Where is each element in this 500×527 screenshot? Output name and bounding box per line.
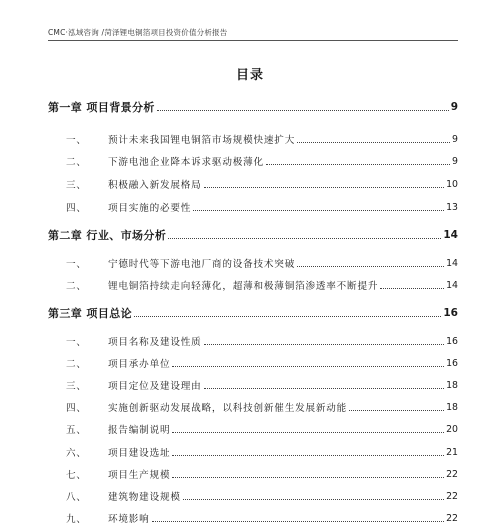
toc-page-number: 20	[446, 423, 458, 435]
toc-entry-number: 三、	[66, 381, 87, 392]
dot-leader	[172, 432, 444, 433]
toc-page-number: 9	[450, 101, 458, 113]
toc-entry-label: 宁德时代等下游电池厂商的设备技术突破	[108, 259, 296, 270]
toc-section-3-7[interactable]	[48, 465, 458, 483]
toc-page-number: 21	[446, 446, 458, 458]
toc-entry-number: 二、	[66, 157, 87, 168]
toc-entry-label: 预计未来我国锂电铜箔市场规模快速扩大	[108, 135, 296, 146]
toc-page-number: 14	[446, 257, 458, 269]
toc-entry-label: 积极融入新发展格局	[108, 180, 202, 191]
dot-leader	[172, 366, 444, 367]
toc-section-3-4[interactable]	[48, 398, 458, 416]
header-divider	[48, 40, 458, 41]
toc-entry-label: 第一章 项目背景分析	[48, 101, 155, 114]
toc-entry-label: 项目实施的必要性	[108, 203, 192, 214]
toc-chapter-3[interactable]	[48, 304, 458, 322]
toc-entry-label: 第二章 行业、市场分析	[48, 229, 167, 242]
toc-entry-number: 四、	[66, 403, 87, 414]
toc-section-3-1[interactable]	[48, 332, 458, 350]
toc-section-3-3[interactable]	[48, 376, 458, 394]
toc-section-1-1[interactable]	[48, 130, 458, 148]
dot-leader	[204, 187, 445, 188]
toc-entry-number: 九、	[66, 514, 87, 525]
toc-page-number: 22	[446, 512, 458, 524]
toc-entry-number: 一、	[66, 135, 87, 146]
toc-entry-label: 项目建设选址	[108, 448, 171, 459]
toc-entry-label: 实施创新驱动发展战略，以科技创新催生发展新动能	[108, 403, 348, 414]
toc-entry-label: 报告编制说明	[108, 425, 171, 436]
toc-entry-label: 环境影响	[108, 514, 150, 525]
toc-page-number: 16	[446, 357, 458, 369]
toc-section-3-8[interactable]	[48, 487, 458, 505]
toc-entry-number: 二、	[66, 359, 87, 370]
dot-leader	[204, 344, 445, 345]
toc-section-2-1[interactable]	[48, 254, 458, 272]
toc-entry-number: 二、	[66, 281, 87, 292]
dot-leader	[168, 238, 441, 239]
dot-leader	[183, 499, 444, 500]
dot-leader	[152, 521, 444, 522]
toc-title: 目录	[235, 68, 264, 83]
toc-page-number: 13	[446, 201, 458, 213]
toc-entry-label: 项目名称及建设性质	[108, 337, 202, 348]
toc-page-number: 18	[446, 379, 458, 391]
toc-entry-number: 四、	[66, 203, 87, 214]
toc-entry-number: 一、	[66, 259, 87, 270]
toc-page-number: 18	[446, 401, 458, 413]
dot-leader	[172, 455, 444, 456]
toc-chapter-1[interactable]	[48, 98, 458, 116]
dot-leader	[297, 142, 450, 143]
toc-entry-number: 六、	[66, 448, 87, 459]
toc-entry-label: 下游电池企业降本诉求驱动极薄化	[108, 157, 264, 168]
toc-entry-number: 一、	[66, 337, 87, 348]
toc-page-number: 16	[446, 335, 458, 347]
toc-entry-label: 锂电铜箔持续走向轻薄化，超薄和极薄铜箔渗透率不断提升	[108, 281, 379, 292]
toc-entry-number: 八、	[66, 492, 87, 503]
toc-section-1-3[interactable]	[48, 175, 458, 193]
dot-leader	[297, 266, 444, 267]
toc-entry-number: 七、	[66, 470, 87, 481]
dot-leader	[266, 164, 450, 165]
toc-entry-label: 项目承办单位	[108, 359, 171, 370]
document-header: CMC·泓域咨询 /菏泽锂电铜箔项目投资价值分析报告	[48, 28, 228, 37]
toc-entry-label: 建筑物建设规模	[108, 492, 181, 503]
dot-leader	[157, 110, 449, 111]
toc-entry-label: 项目生产规模	[108, 470, 171, 481]
toc-section-1-4[interactable]	[48, 198, 458, 216]
toc-section-3-2[interactable]	[48, 354, 458, 372]
toc-entry-label: 第三章 项目总论	[48, 307, 133, 320]
toc-section-1-2[interactable]	[48, 152, 458, 170]
toc-page-number: 9	[452, 133, 458, 145]
toc-page-number: 14	[446, 279, 458, 291]
toc-page-number: 22	[446, 490, 458, 502]
toc-chapter-2[interactable]	[48, 226, 458, 244]
toc-page-number: 14	[443, 229, 458, 241]
toc-section-3-9[interactable]	[48, 509, 458, 527]
dot-leader	[193, 210, 444, 211]
toc-entry-number: 三、	[66, 180, 87, 191]
dot-leader	[204, 388, 445, 389]
toc-section-3-5[interactable]	[48, 420, 458, 438]
toc-page-number: 22	[446, 468, 458, 480]
dot-leader	[380, 288, 444, 289]
toc-section-3-6[interactable]	[48, 443, 458, 461]
dot-leader	[172, 477, 444, 478]
dot-leader	[134, 316, 441, 317]
toc-entry-label: 项目定位及建设理由	[108, 381, 202, 392]
toc-page-number: 16	[443, 307, 458, 319]
dot-leader	[349, 410, 444, 411]
toc-entry-number: 五、	[66, 425, 87, 436]
toc-page-number: 10	[446, 178, 458, 190]
toc-section-2-2[interactable]	[48, 276, 458, 294]
toc-page-number: 9	[452, 155, 458, 167]
